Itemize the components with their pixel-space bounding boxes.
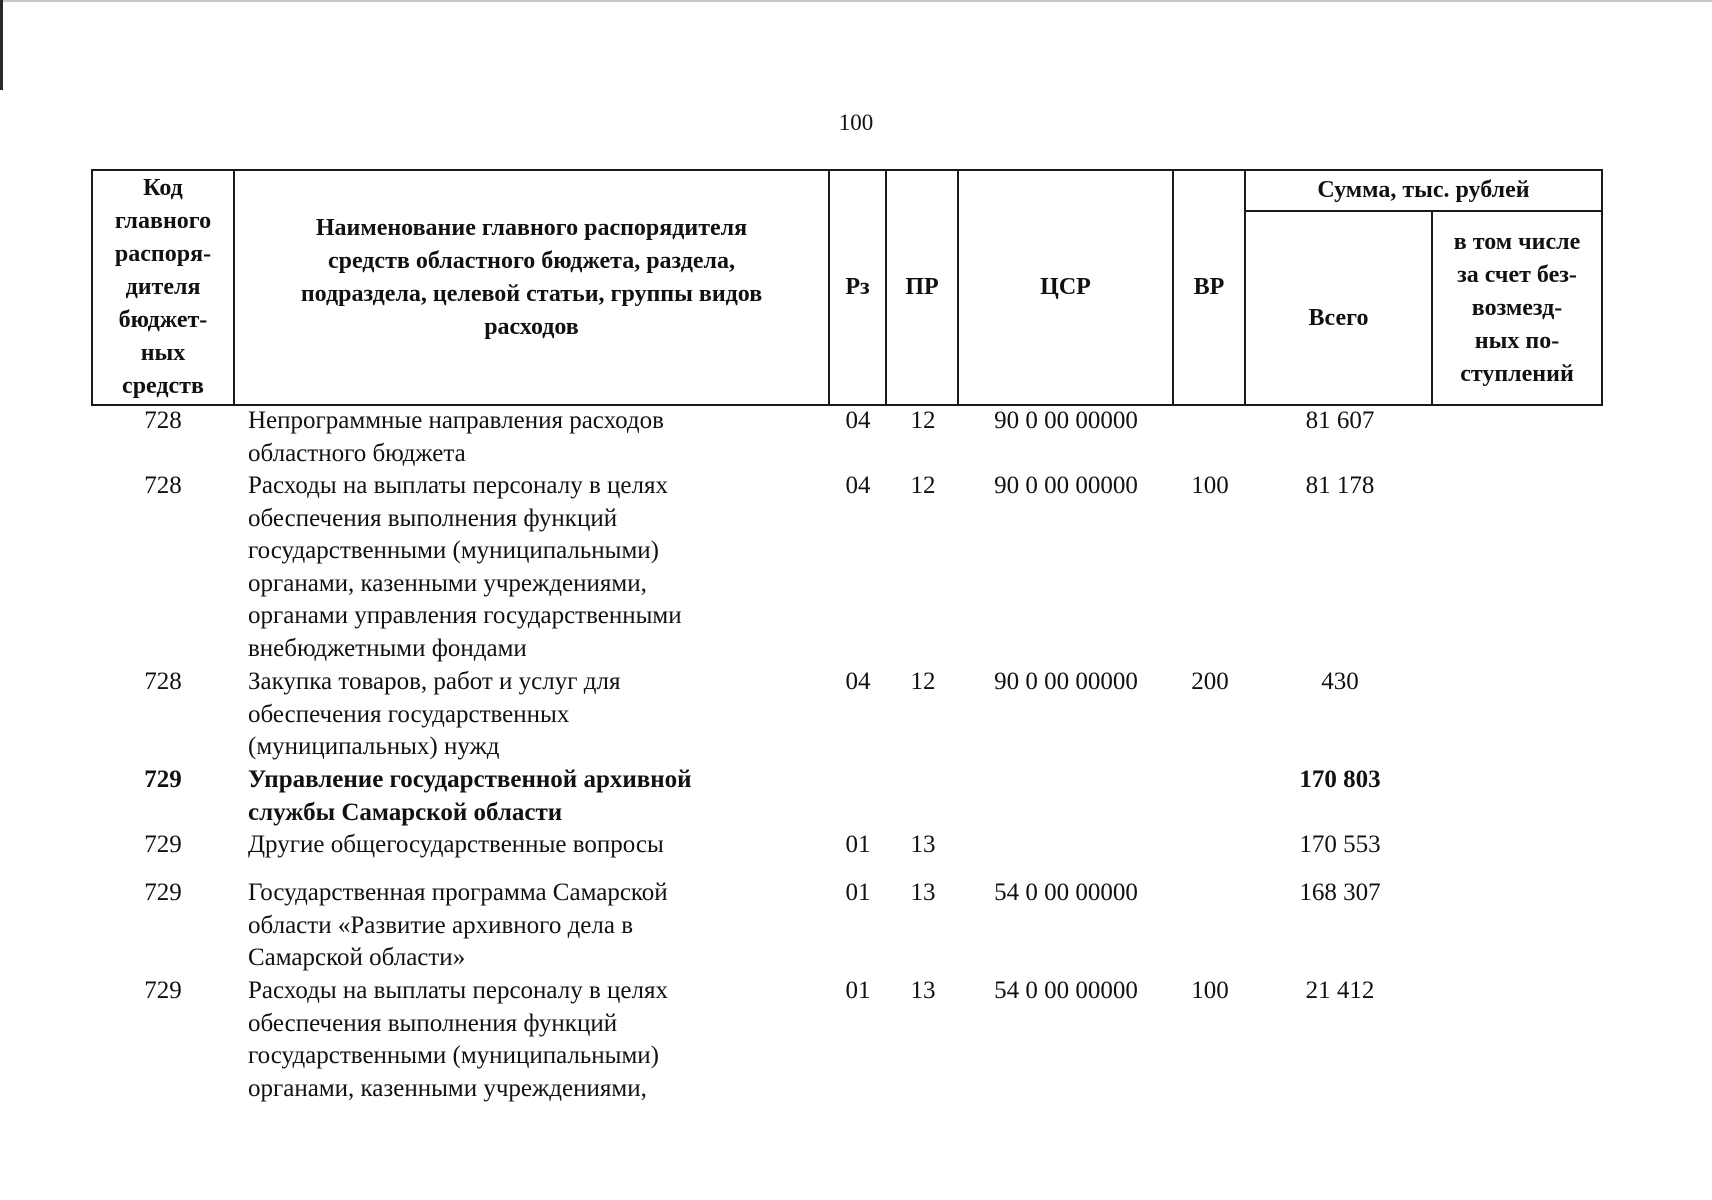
- row-name: [248, 405, 808, 470]
- row-name-line: Государственная программа Самарской: [248, 879, 668, 906]
- row-pr: 12: [910, 472, 936, 499]
- header-rz: Рз: [845, 274, 870, 300]
- row-pr: 13: [910, 977, 936, 1004]
- header-name-line: подраздела, целевой статьи, группы видов: [300, 280, 763, 307]
- row-vr: 200: [1191, 668, 1229, 695]
- header-code-line: главного: [114, 208, 212, 234]
- row-name: [248, 975, 808, 1105]
- header-name-line: расходов: [484, 313, 579, 340]
- col-border-8: [1601, 169, 1603, 406]
- row-csr: 54 0 00 00000: [994, 977, 1138, 1004]
- row-name-line: органами, казенными учреждениями,: [248, 569, 647, 597]
- row-name: [248, 666, 808, 764]
- header-name-line: средств областного бюджета, раздела,: [327, 247, 736, 274]
- row-name-line: Управление государственной архивной: [248, 766, 692, 793]
- row-name: [248, 829, 808, 862]
- row-name-line: Расходы на выплаты персоналу в целях: [248, 472, 668, 499]
- row-total: 430: [1321, 668, 1359, 695]
- row-rz: 01: [845, 879, 871, 906]
- row-total: 170 803: [1299, 766, 1381, 793]
- row-name-line: государственными (муниципальными): [248, 1042, 659, 1069]
- header-incl-line: ных по-: [1474, 327, 1560, 354]
- header-incl-grants: [1433, 212, 1601, 404]
- row-total: 21 412: [1305, 977, 1375, 1004]
- header-csr: ЦСР: [1040, 274, 1091, 300]
- row-name-line: Закупка товаров, работ и услуг для: [248, 668, 621, 695]
- row-pr: 13: [910, 831, 936, 858]
- row-name-line: (муниципальных) нужд: [248, 733, 500, 760]
- header-code-line: средств: [122, 373, 204, 399]
- row-code: 729: [144, 831, 182, 858]
- row-total: 81 178: [1305, 472, 1375, 499]
- row-pr: 12: [910, 668, 936, 695]
- row-total: 81 607: [1305, 407, 1375, 434]
- row-name-line: органами управления государственными: [248, 602, 682, 629]
- header-name-line: Наименование главного распорядителя: [315, 214, 748, 241]
- scan-edge-top: [0, 0, 1712, 2]
- row-rz: 04: [845, 472, 871, 499]
- row-rz: 04: [845, 407, 871, 434]
- row-name-line: службы Самарской области: [248, 798, 563, 826]
- row-name-line: обеспечения выполнения функций: [248, 1009, 618, 1037]
- header-code-line: дителя: [125, 274, 201, 300]
- row-name-line: обеспечения выполнения функций: [248, 504, 618, 532]
- row-code: 729: [144, 879, 182, 906]
- row-pr: 13: [910, 879, 936, 906]
- row-code: 729: [144, 977, 182, 1004]
- row-total: 168 307: [1299, 879, 1381, 906]
- row-csr: 90 0 00 00000: [994, 472, 1138, 499]
- header-name: [235, 171, 828, 404]
- row-name: [248, 877, 808, 975]
- row-code: 728: [144, 668, 182, 695]
- header-code-line: ных: [140, 340, 186, 366]
- header-code: [93, 171, 233, 404]
- header-sum-group: Сумма, тыс. рублей: [1317, 177, 1530, 203]
- row-code: 728: [144, 472, 182, 499]
- scan-edge-left: [0, 0, 3, 90]
- row-rz: 01: [845, 831, 871, 858]
- row-pr: 12: [910, 407, 936, 434]
- page-number: 100: [838, 110, 874, 135]
- header-incl-line: в том числе: [1453, 228, 1581, 255]
- row-vr: 100: [1191, 977, 1229, 1004]
- row-name: [248, 764, 808, 829]
- row-csr: 90 0 00 00000: [994, 407, 1138, 434]
- row-name-line: областного бюджета: [248, 439, 466, 467]
- row-name-line: области «Развитие архивного дела в: [248, 911, 634, 939]
- header-incl-line: ступлений: [1460, 360, 1574, 387]
- header-incl-line: за счет без-: [1457, 261, 1577, 288]
- row-total: 170 553: [1299, 831, 1381, 858]
- row-name-line: Расходы на выплаты персоналу в целях: [248, 977, 668, 1004]
- row-name-line: внебюджетными фондами: [248, 634, 527, 662]
- row-csr: 54 0 00 00000: [994, 879, 1138, 906]
- row-name-line: обеспечения государственных: [248, 700, 570, 728]
- row-rz: 04: [845, 668, 871, 695]
- header-total: Всего: [1308, 304, 1369, 331]
- row-code: 729: [144, 766, 182, 793]
- row-csr: 90 0 00 00000: [994, 668, 1138, 695]
- row-name: [248, 470, 808, 665]
- row-name-line: Другие общегосударственные вопросы: [248, 831, 664, 858]
- header-incl-line: возмезд-: [1471, 294, 1563, 321]
- row-name-line: государственными (муниципальными): [248, 537, 659, 564]
- header-code-line: бюджет-: [118, 307, 208, 333]
- row-name-line: Непрограммные направления расходов: [248, 407, 664, 434]
- header-code-line: распоря-: [114, 241, 212, 267]
- header-vr: ВР: [1193, 274, 1225, 300]
- row-name-line: Самарской области»: [248, 944, 466, 971]
- row-code: 728: [144, 407, 182, 434]
- header-pr: ПР: [905, 274, 939, 300]
- row-name-line: органами, казенными учреждениями,: [248, 1074, 647, 1102]
- row-vr: 100: [1191, 472, 1229, 499]
- row-rz: 01: [845, 977, 871, 1004]
- header-code-line: Код: [143, 175, 183, 201]
